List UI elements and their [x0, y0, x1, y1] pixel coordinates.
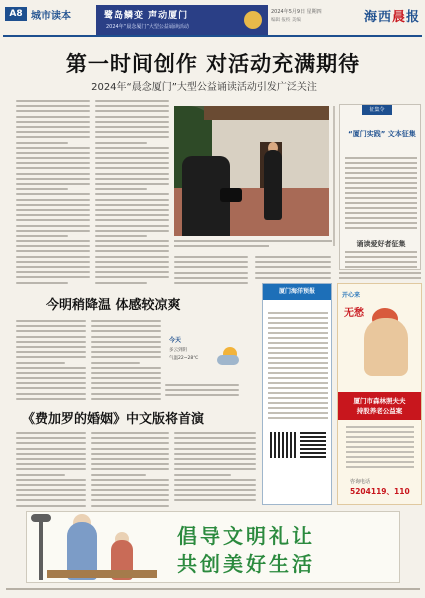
text-line [165, 389, 239, 391]
text-line [16, 256, 90, 258]
text-line [268, 402, 328, 404]
text-line [95, 282, 147, 284]
text-line [16, 494, 86, 496]
text-line [95, 157, 169, 159]
text-line [95, 266, 169, 268]
text-line [16, 463, 86, 465]
call-for-entries-box [339, 104, 421, 270]
text-line [174, 484, 256, 486]
text-line [95, 276, 169, 278]
text-line [255, 272, 331, 274]
text-line [91, 453, 169, 455]
photo-credit-vertical [331, 106, 337, 246]
text-line [345, 197, 417, 199]
text-line [16, 398, 86, 400]
ad-banner-bar: 厦门市森林照夫夫 持股养老公益案 [338, 392, 421, 420]
text-line [91, 330, 161, 332]
header-banner-ad [96, 5, 268, 35]
text-line [16, 157, 90, 159]
text-line [268, 322, 328, 324]
text-line [346, 461, 414, 463]
text-line [16, 235, 68, 237]
text-line [268, 342, 328, 344]
call-title: “厦门实践” 文本征集 [348, 130, 416, 138]
text-line [16, 110, 90, 112]
text-line [345, 162, 417, 164]
text-line [95, 105, 169, 107]
text-line [16, 105, 90, 107]
text-line [345, 182, 417, 184]
text-line [268, 367, 328, 369]
text-line [346, 446, 414, 448]
text-line [174, 468, 256, 470]
text-line [91, 356, 161, 358]
text-line [95, 142, 147, 144]
text-line [268, 327, 328, 329]
text-line [95, 240, 169, 242]
text-line [16, 250, 90, 252]
marine-forecast-header: 厦门海洋预报 [263, 284, 331, 300]
banner-emblem-icon [244, 11, 262, 29]
text-line [16, 152, 90, 154]
text-line [346, 451, 414, 453]
text-line [91, 325, 161, 327]
text-line [16, 479, 86, 481]
text-line [16, 505, 86, 507]
bench-illustration [47, 570, 157, 578]
text-line [95, 183, 169, 185]
section-name: 城市读本 [31, 11, 71, 22]
opera-headline: 《费加罗的婚姻》中文版将首演 [22, 412, 205, 427]
text-line [345, 266, 417, 268]
text-line [16, 193, 90, 195]
text-line [95, 131, 169, 133]
text-line [16, 178, 90, 180]
text-line [174, 463, 256, 465]
ad-phone-label: 咨询电话 [350, 479, 371, 485]
public-service-ad [337, 283, 422, 505]
text-line [16, 474, 65, 476]
cloud-icon [217, 355, 239, 365]
text-line [16, 240, 90, 242]
weather-article-col-3 [165, 384, 239, 400]
text-line [16, 204, 90, 206]
text-line [16, 183, 90, 185]
text-line [255, 266, 331, 268]
text-line [268, 357, 328, 359]
text-line [91, 489, 169, 491]
text-line [16, 372, 86, 374]
article-photo [174, 106, 329, 236]
text-line [91, 398, 161, 400]
text-line [16, 162, 90, 164]
weather-article-col-1 [16, 320, 86, 403]
text-line [91, 437, 169, 439]
text-line [16, 188, 68, 190]
text-line [345, 187, 417, 189]
weather-article-col-2 [91, 320, 161, 403]
ad-phone-number: 5204119、110 [350, 487, 410, 496]
text-line [16, 230, 90, 232]
ad-illustration-figure [364, 318, 408, 376]
text-line [91, 362, 140, 364]
text-line [91, 494, 169, 496]
text-line [95, 136, 169, 138]
text-line [16, 282, 68, 284]
page-footer [6, 588, 420, 594]
text-line [16, 320, 86, 322]
text-line [174, 458, 256, 460]
text-line [268, 332, 328, 334]
text-line [16, 116, 90, 118]
text-line [91, 382, 161, 384]
text-line [268, 362, 328, 364]
text-line [345, 212, 417, 214]
text-line [16, 336, 86, 338]
text-line [339, 277, 421, 279]
text-line [16, 468, 86, 470]
text-line [16, 499, 86, 501]
text-line [91, 387, 161, 389]
text-line [95, 271, 169, 273]
text-line [16, 489, 86, 491]
text-line [174, 256, 248, 258]
text-line [95, 199, 169, 201]
text-line [268, 407, 328, 409]
text-line [16, 325, 86, 327]
text-line [174, 272, 248, 274]
text-line [174, 494, 256, 496]
text-line [91, 393, 161, 395]
text-line [16, 121, 90, 123]
text-line [16, 209, 90, 211]
text-line [268, 312, 328, 314]
text-line [174, 448, 256, 450]
text-line [91, 468, 169, 470]
page-header [3, 3, 422, 37]
main-subheadline: 2024年“晨念厦门”大型公益诵读活动引发广泛关注 [91, 82, 317, 93]
issue-date: 2024年5月9日 星期四 [271, 9, 322, 15]
text-line [174, 499, 256, 501]
text-line [345, 261, 417, 263]
text-line [255, 277, 331, 279]
text-line [268, 417, 328, 419]
weather-temperature: 气温22~28℃ [169, 356, 199, 361]
text-line [95, 230, 169, 232]
text-line [95, 152, 169, 154]
text-line [268, 397, 328, 399]
text-line [16, 453, 86, 455]
text-line [16, 147, 90, 149]
weather-widget [165, 333, 239, 381]
text-line [95, 100, 169, 102]
text-line [16, 100, 90, 102]
text-line [268, 347, 328, 349]
text-line [346, 426, 414, 428]
text-line [91, 479, 169, 481]
text-line [174, 489, 256, 491]
text-line [16, 225, 90, 227]
text-line [91, 351, 161, 353]
text-line [345, 177, 417, 179]
text-line [174, 437, 256, 439]
text-line [16, 142, 68, 144]
text-line [95, 126, 169, 128]
text-line [345, 217, 417, 219]
text-line [95, 178, 169, 180]
slogan-line-1: 倡导文明礼让 [177, 524, 315, 548]
text-line [16, 173, 90, 175]
text-line [16, 448, 86, 450]
text-line [16, 245, 90, 247]
ad-big-text: 无愁 [344, 308, 364, 319]
banner-subtitle: 2024年“晨念厦门”大型公益诵读活动 [106, 24, 189, 30]
text-line [268, 337, 328, 339]
text-line [16, 330, 86, 332]
text-line [174, 474, 231, 476]
text-line [345, 222, 417, 224]
text-line [91, 474, 146, 476]
text-line [268, 392, 328, 394]
main-headline: 第一时间创作 对活动充满期待 [65, 51, 361, 76]
text-line [91, 336, 161, 338]
article-body-col-2 [95, 100, 169, 287]
right-column-text [339, 272, 421, 282]
text-line [16, 346, 86, 348]
text-line [174, 453, 256, 455]
text-line [346, 436, 414, 438]
text-line [91, 372, 161, 374]
text-line [16, 341, 86, 343]
text-line [91, 320, 161, 322]
slogan-line-2: 共创美好生活 [177, 552, 315, 576]
text-line [16, 377, 86, 379]
text-line [268, 412, 328, 414]
text-line [95, 235, 147, 237]
text-line [95, 256, 169, 258]
text-line [16, 393, 86, 395]
text-line [91, 346, 161, 348]
text-line [91, 499, 169, 501]
call-subtitle: 诵读爱好者征集 [356, 240, 406, 248]
text-line [91, 458, 169, 460]
text-line [91, 442, 169, 444]
text-line [95, 173, 169, 175]
text-line [16, 167, 90, 169]
text-line [174, 442, 256, 444]
photo-caption [174, 240, 332, 250]
text-line [346, 441, 414, 443]
page-number: A8 [5, 7, 27, 21]
text-line [91, 341, 161, 343]
text-line [16, 199, 90, 201]
text-line [95, 261, 169, 263]
text-line [95, 225, 169, 227]
text-line [255, 256, 331, 258]
text-line [345, 157, 417, 159]
text-line [95, 116, 169, 118]
text-line [268, 377, 328, 379]
article-body-col-3 [174, 256, 248, 287]
text-line [91, 448, 169, 450]
text-line [268, 382, 328, 384]
article-body-col-4 [255, 256, 331, 282]
text-line [95, 110, 169, 112]
text-line [16, 484, 86, 486]
text-line [16, 126, 90, 128]
weather-condition: 多云到阴 [169, 348, 187, 353]
text-line [16, 356, 86, 358]
text-line [91, 484, 169, 486]
text-line [174, 266, 248, 268]
text-line [345, 227, 417, 229]
text-line [16, 261, 90, 263]
text-line [16, 387, 86, 389]
text-line [174, 479, 256, 481]
text-line [16, 432, 86, 434]
text-line [16, 442, 86, 444]
text-line [345, 167, 417, 169]
text-line [345, 172, 417, 174]
text-line [165, 394, 239, 396]
article-body-col-1 [16, 100, 90, 287]
text-line [95, 121, 169, 123]
text-line [16, 437, 86, 439]
call-tag: 征集令 [362, 105, 392, 115]
text-line [95, 214, 169, 216]
text-line [91, 377, 161, 379]
text-line [16, 131, 90, 133]
weather-headline: 今明稍降温 体感较凉爽 [46, 298, 181, 313]
text-line [95, 147, 169, 149]
opera-article-col-2 [91, 432, 169, 510]
text-line [345, 256, 417, 258]
text-line [16, 367, 86, 369]
text-line [95, 219, 169, 221]
marine-forecast-box [262, 283, 332, 505]
qr-code-icon [270, 432, 296, 458]
text-line [16, 458, 86, 460]
opera-article-col-3 [174, 432, 256, 505]
weather-title: 今天 [169, 337, 182, 344]
text-line [91, 432, 169, 434]
text-line [339, 272, 421, 274]
text-line [255, 261, 331, 263]
text-line [91, 463, 169, 465]
text-line [268, 372, 328, 374]
opera-article-col-1 [16, 432, 86, 510]
text-line [165, 384, 239, 386]
text-line [345, 202, 417, 204]
text-line [16, 382, 86, 384]
text-line [95, 162, 169, 164]
text-line [95, 167, 169, 169]
text-line [91, 505, 169, 507]
text-line [16, 136, 90, 138]
text-line [95, 188, 147, 190]
text-line [346, 456, 414, 458]
text-line [95, 250, 169, 252]
text-line [345, 207, 417, 209]
text-line [95, 245, 169, 247]
text-line [95, 204, 169, 206]
banner-title: 鹭岛鳞变 声动厦门 [104, 11, 189, 21]
text-line [16, 219, 90, 221]
text-line [16, 271, 90, 273]
text-line [174, 282, 248, 284]
civility-slogan-banner [26, 511, 400, 583]
text-line [268, 317, 328, 319]
text-line [346, 431, 414, 433]
text-line [174, 277, 248, 279]
text-line [174, 261, 248, 263]
text-line [95, 193, 169, 195]
text-line [345, 251, 417, 253]
text-line [95, 209, 169, 211]
text-line [345, 192, 417, 194]
text-line [16, 362, 65, 364]
text-line [16, 266, 90, 268]
ad-top-label: 开心来 [342, 292, 361, 299]
text-line [174, 432, 256, 434]
text-line [91, 367, 161, 369]
qr-code-icon [300, 432, 326, 458]
text-line [16, 276, 90, 278]
text-line [16, 351, 86, 353]
text-line [346, 466, 414, 468]
masthead-logo: 海西晨报 [363, 10, 420, 25]
text-line [268, 352, 328, 354]
text-line [16, 214, 90, 216]
text-line [268, 387, 328, 389]
issue-editors: 编辑 报校 美编 [271, 18, 301, 23]
